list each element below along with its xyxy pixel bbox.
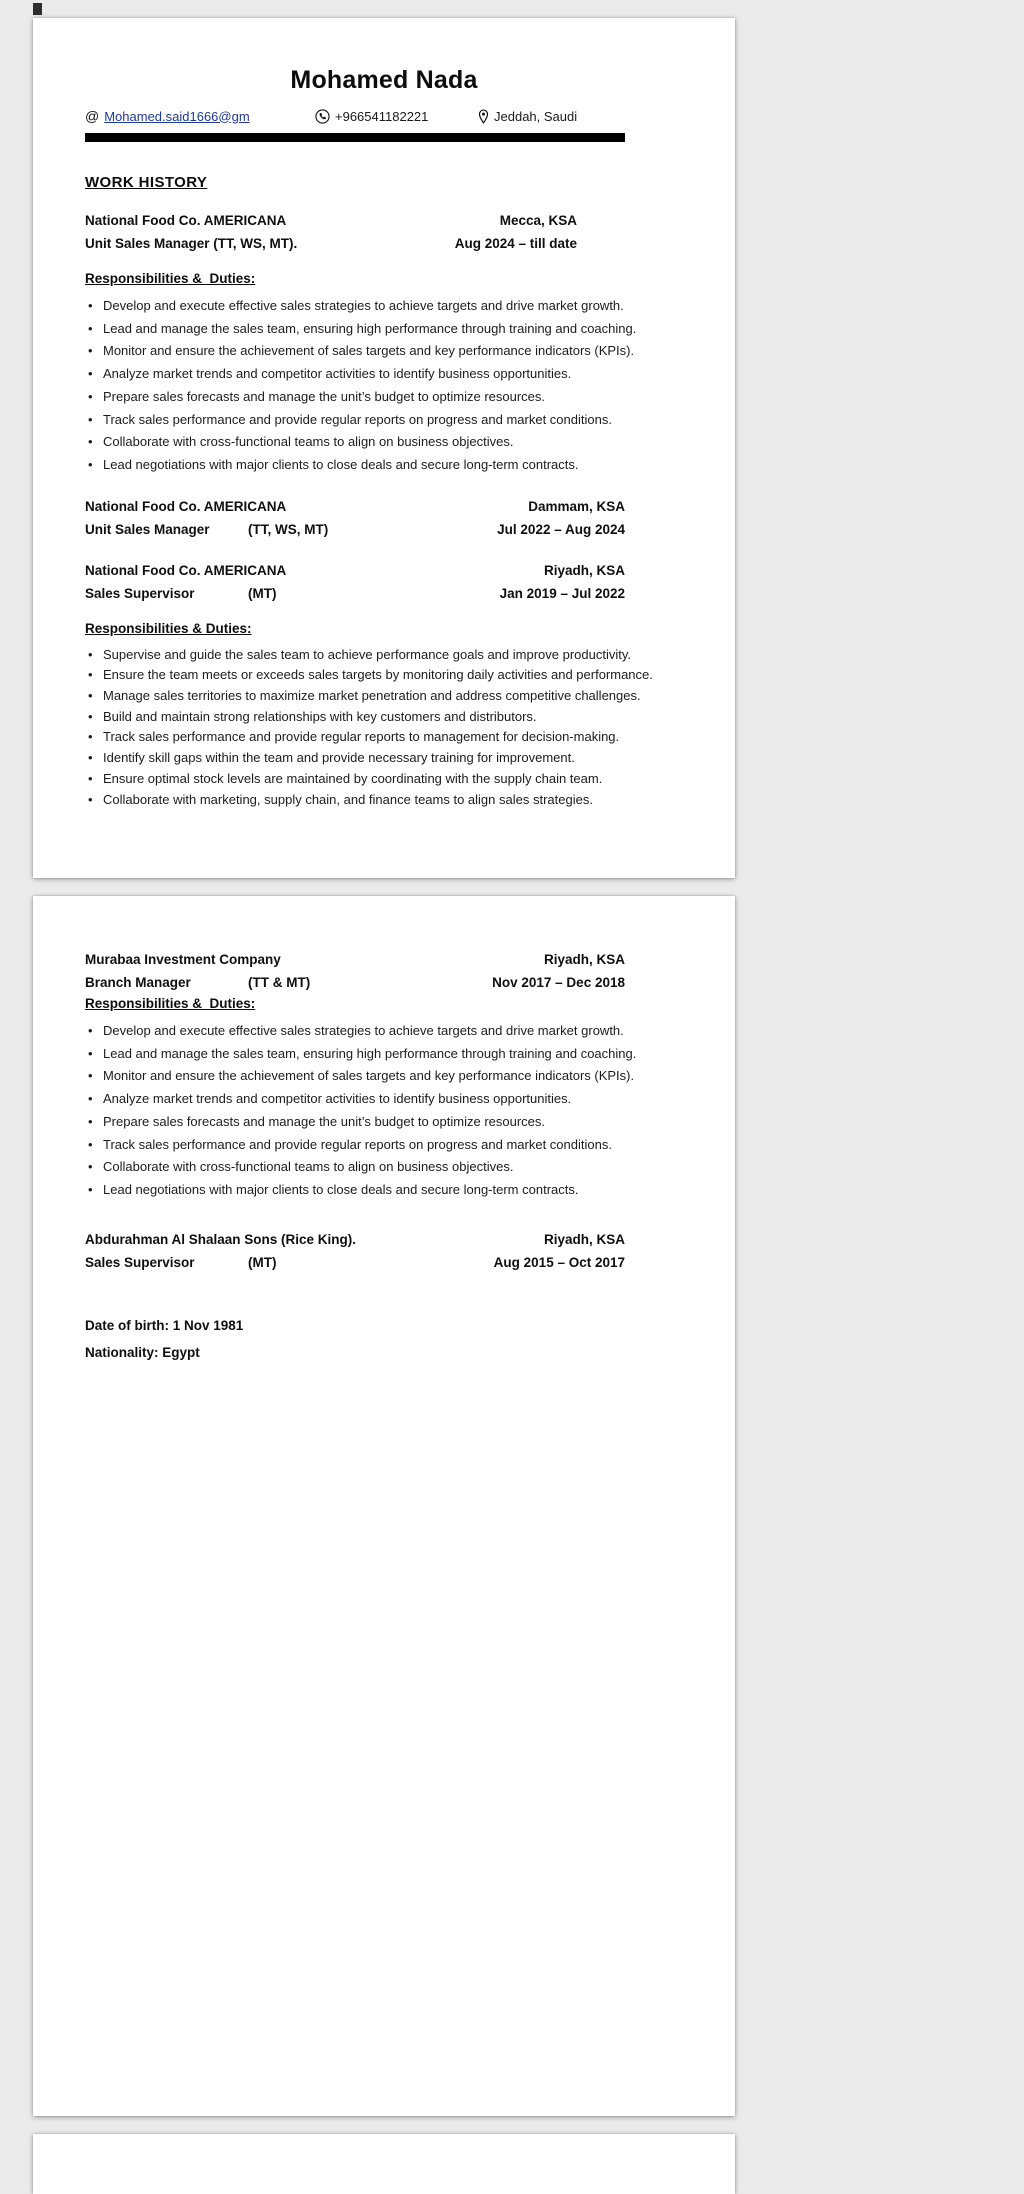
duty-item: • Ensure the team meets or exceeds sales targets by monitoring daily activities and performance. xyxy=(88,665,625,686)
manager-duties-list-2 xyxy=(85,1020,637,1202)
company-name: Abdurahman Al Shalaan Sons (Rice King). xyxy=(85,1231,357,1247)
company-name: Murabaa Investment Company xyxy=(85,952,281,967)
resume-page-3 xyxy=(33,2134,735,2194)
duty-item: • Prepare sales forecasts and manage the unit’s budget to optimize resources. xyxy=(88,1111,625,1134)
location-text: Jeddah, Saudi xyxy=(494,108,578,124)
email-contact xyxy=(85,108,315,124)
job-city: Mecca, KSA xyxy=(499,213,577,228)
duty-item: • Collaborate with marketing, supply chain, and finance teams to align sales strategies. xyxy=(88,790,625,811)
date-of-birth: Date of birth: 1 Nov 1981 xyxy=(85,1317,244,1333)
job-role: Unit Sales Manager (TT, WS, MT). xyxy=(85,236,298,251)
job-entry-2 xyxy=(85,495,625,541)
company-name: National Food Co. AMERICANA xyxy=(85,498,287,514)
responsibilities-heading: Responsibilities & Duties: xyxy=(85,996,256,1011)
company-name: National Food Co. AMERICANA xyxy=(85,562,287,578)
job-city: Riyadh, KSA xyxy=(543,562,625,578)
job-entry-4 xyxy=(85,948,625,994)
phone-number: +966541182221 xyxy=(335,108,429,124)
duty-item: • Supervise and guide the sales team to achieve performance goals and improve productivity. xyxy=(88,645,625,666)
resume-page-1 xyxy=(33,18,735,878)
job-channel: (TT & MT) xyxy=(248,975,311,990)
at-sign-icon: @ xyxy=(85,108,100,124)
page-edge-artifact xyxy=(33,3,42,15)
header-divider xyxy=(85,133,625,142)
duty-item: • Collaborate with cross-functional teams to align on business objectives. xyxy=(88,431,625,454)
duty-item: • Track sales performance and provide regular reports to management for decision-making. xyxy=(88,727,625,748)
responsibilities-heading: Responsibilities & Duties: xyxy=(85,620,252,636)
job-role: Unit Sales Manager xyxy=(85,521,210,537)
responsibilities-heading: Responsibilities & Duties: xyxy=(85,271,256,286)
duty-item: • Lead and manage the sales team, ensuring high performance through training and coaching. xyxy=(88,1043,625,1066)
location-contact xyxy=(478,109,577,124)
duty-item: • Monitor and ensure the achievement of sales targets and key performance indicators (KPIs). xyxy=(88,340,625,363)
job-role: Branch Manager xyxy=(85,975,191,990)
duty-item: • Develop and execute effective sales strategies to achieve targets and drive market growth. xyxy=(88,1020,625,1043)
resume-name: Mohamed Nada xyxy=(290,66,478,94)
duty-item: • Track sales performance and provide regular reports on progress and market conditions. xyxy=(88,409,625,432)
duty-item: • Build and maintain strong relationships with key customers and distributors. xyxy=(88,707,625,728)
map-pin-icon xyxy=(478,109,489,124)
job-channel: (TT, WS, MT) xyxy=(248,521,329,537)
nationality: Nationality: Egypt xyxy=(85,1344,200,1360)
contact-row xyxy=(85,108,625,124)
supervisor-duties-list xyxy=(85,645,653,811)
duty-item: • Manage sales territories to maximize market penetration and address competitive challenges. xyxy=(88,686,625,707)
job-dates: Aug 2015 – Oct 2017 xyxy=(493,1254,625,1270)
duty-item: • Collaborate with cross-functional teams to align on business objectives. xyxy=(88,1156,625,1179)
duty-item: • Identify skill gaps within the team and provide necessary training for improvement. xyxy=(88,748,625,769)
email-link[interactable]: Mohamed.said1666@gm xyxy=(104,108,250,124)
job-channel: (MT) xyxy=(248,1254,277,1270)
job-city: Riyadh, KSA xyxy=(543,1231,625,1247)
job-dates: Jul 2022 – Aug 2024 xyxy=(497,521,625,537)
job-city: Dammam, KSA xyxy=(528,498,625,514)
duty-item: • Prepare sales forecasts and manage the unit’s budget to optimize resources. xyxy=(88,386,625,409)
duty-item: • Lead negotiations with major clients to close deals and secure long-term contracts. xyxy=(88,1179,625,1202)
job-dates: Jan 2019 – Jul 2022 xyxy=(499,585,625,601)
duty-item: • Monitor and ensure the achievement of sales targets and key performance indicators (KPIs). xyxy=(88,1065,625,1088)
job-channel: (MT) xyxy=(248,585,277,601)
duty-item: • Analyze market trends and competitor activities to identify business opportunities. xyxy=(88,363,625,386)
resume-page-2 xyxy=(33,896,735,2116)
phone-contact xyxy=(315,109,478,124)
duty-item: • Lead and manage the sales team, ensuring high performance through training and coaching. xyxy=(88,318,625,341)
job-entry-1 xyxy=(85,209,625,255)
phone-icon xyxy=(315,109,330,124)
duty-item: • Ensure optimal stock levels are maintained by coordinating with the supply chain team. xyxy=(88,769,625,790)
job-entry-3 xyxy=(85,559,625,605)
job-dates: Aug 2024 – till date xyxy=(454,236,577,251)
duty-item: • Track sales performance and provide regular reports on progress and market conditions. xyxy=(88,1134,625,1157)
job-dates: Nov 2017 – Dec 2018 xyxy=(492,975,625,990)
job-role: Sales Supervisor xyxy=(85,585,195,601)
job-role: Sales Supervisor xyxy=(85,1254,195,1270)
manager-duties-list xyxy=(85,295,637,477)
job-city: Riyadh, KSA xyxy=(543,952,625,967)
job-entry-5 xyxy=(85,1228,625,1274)
duty-item: • Analyze market trends and competitor activities to identify business opportunities. xyxy=(88,1088,625,1111)
duty-item: • Develop and execute effective sales strategies to achieve targets and drive market growth. xyxy=(88,295,625,318)
company-name: National Food Co. AMERICANA xyxy=(85,213,287,228)
work-history-heading: WORK HISTORY xyxy=(85,174,208,191)
duty-item: • Lead negotiations with major clients to close deals and secure long-term contracts. xyxy=(88,454,625,477)
